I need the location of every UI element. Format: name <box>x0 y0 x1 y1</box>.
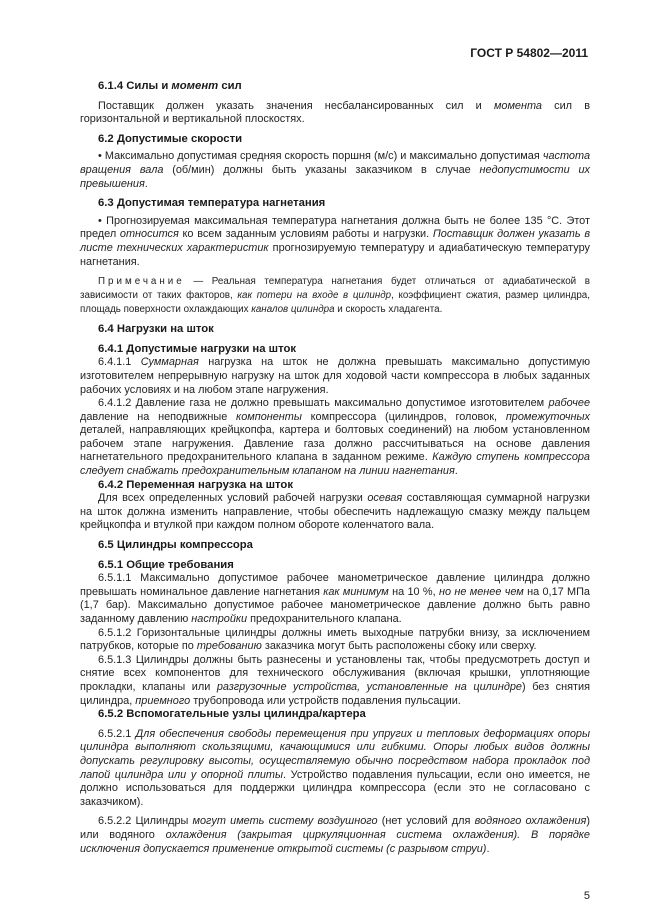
text-run: и скорость хладагента. <box>334 304 443 316</box>
section-heading <box>80 343 590 357</box>
text-run: • Прогнозируемая максимальная температура нагнетания должна быть не более 135 °С. Этот предел <box>80 214 590 241</box>
text-run: 6.4.1 Допустимые нагрузки на шток <box>98 342 297 355</box>
text-run: недопустимости их превышения <box>80 163 590 190</box>
text-run: заказчика могут быть расположены сбоку или сверху. <box>261 640 537 653</box>
text-run: . <box>486 842 490 855</box>
text-run: на 10 %, <box>388 585 439 598</box>
text-run: (об/мин) должны быть указаны заказчиком в случае <box>163 163 480 176</box>
text-run: момент <box>171 80 219 92</box>
section-heading <box>80 197 590 211</box>
text-run: . <box>454 465 458 478</box>
section-heading <box>80 80 590 94</box>
text-run: 6.2 Допустимые скорости <box>98 132 243 145</box>
text-run: Суммарная <box>140 356 199 369</box>
text-run: но не менее чем <box>438 585 524 598</box>
text-run: промежуточных <box>505 410 590 423</box>
text-run: 6.3 Допустимая температура нагнетания <box>98 197 326 210</box>
text-run: 6.5.2 Вспомогательные узлы цилиндра/картера <box>98 708 366 721</box>
text-run: (нет условий для <box>377 815 475 828</box>
text-run: на 0,17 МПа (1,7 бар). Максимально допустимое рабочее манометрическое давление должно быть равно заданному давлению <box>80 585 590 625</box>
paragraph <box>80 572 590 626</box>
section-heading <box>80 323 590 337</box>
text-run: нагрузка на шток не должна превышать максимально допустимую изготовителем непрерывную нагрузку на шток для ходовой части компрессора в любых заданных рабочих условиях и на любом этапе нагружения. <box>80 356 590 396</box>
section-heading <box>80 539 590 553</box>
text-run: как потери на входе в цилиндр <box>237 290 392 302</box>
note-paragraph <box>80 275 590 317</box>
paragraph <box>80 100 590 127</box>
document-header-id: ГОСТ Р 54802—2011 <box>470 46 588 60</box>
text-run: частота вращения вала <box>80 150 590 176</box>
text-run: требованию <box>196 640 262 653</box>
text-run: прогнозируемую температуру и адиабатическую температуру нагнетания. <box>80 241 590 268</box>
text-run: 6.4 Нагрузки на шток <box>98 323 214 336</box>
text-run: 6.4.2 Переменная нагрузка на шток <box>98 478 293 491</box>
text-run: давление на неподвижные <box>80 410 237 423</box>
section-heading <box>80 708 590 722</box>
text-run: трубопровода или устройств подавления пульсации. <box>190 694 461 707</box>
text-run: 6.5.1 Общие требования <box>98 558 234 571</box>
document-blocks <box>80 80 590 856</box>
text-run: ) или водяного <box>80 815 590 841</box>
text-run: водяного охлаждения <box>474 815 587 828</box>
text-run: как минимум <box>323 585 389 598</box>
text-run: приемного <box>135 694 191 707</box>
text-run: , коэффициент сжатия, размер цилиндра, площадь поверхности охлаждающих <box>80 290 590 316</box>
paragraph <box>80 356 590 397</box>
section-heading <box>80 559 590 573</box>
paragraph <box>80 728 590 810</box>
text-run: . <box>144 177 148 190</box>
text-run: каналов цилиндра <box>251 304 335 316</box>
text-run: 6.5 Цилиндры компрессора <box>98 539 253 552</box>
text-run: 6.5.1.1 Максимально допустимое рабочее манометрическое давление цилиндра должно превышать номинальное давление нагнетания <box>80 572 590 598</box>
text-run: 6.4.1.2 Давление газа не должно превышать максимально допустимое изготовителем <box>98 397 549 410</box>
text-run: охлаждения (закрытая циркуляционная система охлаждения). В порядке исключения допускается применение открытой системы (с разрывом струи) <box>80 828 590 855</box>
text-run: 6.1.4 Силы и <box>98 80 172 92</box>
paragraph <box>80 654 590 708</box>
text-run: составляющая суммарной нагрузки на шток должна изменить направление, чтобы обеспечить надлежащую смазку между пальцем крейцкопфа и втулкой при каждом полном обороте коленчатого вала. <box>80 492 590 532</box>
text-run: Для всех определенных условий рабочей нагрузки <box>98 492 368 505</box>
text-run: осевая <box>367 492 403 505</box>
text-run: Поставщик должен указать значения несбалансированных сил и <box>98 99 494 112</box>
text-run: настройки <box>191 613 248 625</box>
text-run: сил <box>218 80 242 92</box>
text-run: разгрузочные устройства, установленные на цилиндре <box>216 680 522 693</box>
text-run: 6.4.1.1 <box>98 356 141 369</box>
paragraph <box>80 815 590 856</box>
text-run: • Максимально допустимая средняя скорость поршня (м/с) и максимально допустимая <box>98 150 543 163</box>
page-number: 5 <box>583 890 590 903</box>
text-run: . Устройство подавления пульсации, если оно имеется, не должно использоваться для поддержки цилиндра компрессора (если это не согласовано с заказчиком). <box>80 768 590 808</box>
text-run: относится <box>119 228 179 241</box>
paragraph <box>80 627 590 654</box>
text-run: — Реальная температура нагнетания будет отличаться от адиабатической в зависимости от таких факторов, <box>80 276 590 302</box>
text-run: компрессора (цилиндров, головок, <box>301 410 506 423</box>
text-run: 6.5.2.2 Цилиндры <box>98 815 193 828</box>
text-run: 6.5.1.2 Горизонтальные цилиндры должны иметь выходные патрубки внизу, за исключением патрубков, которые по <box>80 626 590 653</box>
text-run: 6.5.2.1 <box>98 727 136 740</box>
text-run: рабочее <box>548 397 590 410</box>
text-run: 6.5.1.3 Цилиндры должны быть разнесены и установлены так, чтобы предусмотреть доступ и снятие всех компонентов для технического обслуживания (включая крышки, уплотняющие прокладки, клапаны или <box>80 653 590 693</box>
section-heading <box>80 479 590 493</box>
text-run: Для обеспечения свободы перемещения при упругих и тепловых деформациях опоры цилиндра выполняют скользящими, качающимися или гибкими. Опоры любых видов должны допускать регулировку высоты, осуществляемую обычно посредством набора прокладок под лапой цилиндра или у опорной плиты <box>80 727 590 781</box>
paragraph <box>80 492 590 533</box>
text-run: Поставщик должен указать в листе технических характеристик <box>80 228 591 254</box>
paragraph <box>80 215 590 269</box>
text-run: Примечание <box>98 276 185 288</box>
text-run: Каждую ступень компрессора следует снабжать предохранительным клапаном на линии нагнетания <box>80 451 590 478</box>
text-run: предохранительного клапана. <box>247 613 402 625</box>
text-run: могут иметь систему воздушного <box>192 815 378 828</box>
text-run: момента <box>493 99 542 112</box>
paragraph <box>80 397 590 479</box>
document-body <box>80 80 590 902</box>
text-run: ко всем заданным условиям работы и нагрузки. <box>178 228 433 241</box>
text-run: компоненты <box>236 410 302 423</box>
text-run: сил в горизонтальной и вертикальной плоскостях. <box>80 99 590 126</box>
text-run: деталей, направляющих крейцкопфа, картера и болтовых соединений) на любом установленном рабочем этапе нагружения. Давление газа должно рассчитываться на основе давления нагнетательного предохранительного клапана в заданном режиме. <box>80 424 590 464</box>
paragraph <box>80 150 590 191</box>
section-heading <box>80 133 590 147</box>
text-run: ) без снятия цилиндра, <box>80 680 591 707</box>
